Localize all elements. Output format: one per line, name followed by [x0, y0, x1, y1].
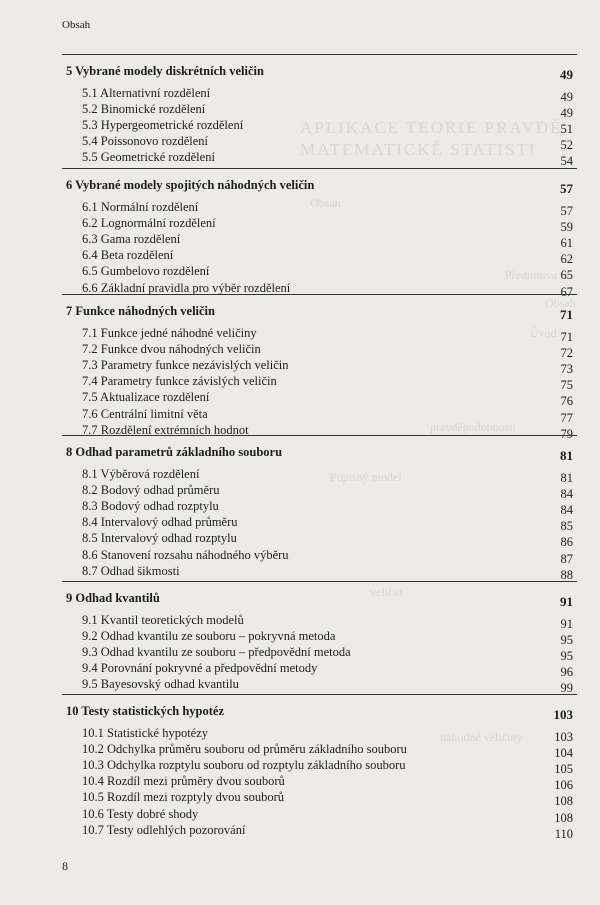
toc-entry-page-number: 85: [560, 519, 573, 534]
toc-entry-title[interactable]: 7.6 Centrální limitní věta: [82, 406, 208, 421]
toc-entry-page-number: 84: [560, 487, 573, 502]
toc-entry-title[interactable]: 5.1 Alternativní rozdělení: [82, 86, 211, 100]
chapter-rule: [62, 54, 577, 55]
toc-entry-page-number: 61: [560, 236, 573, 251]
toc-entry-title[interactable]: 7.2 Funkce dvou náhodných veličin: [82, 342, 261, 357]
toc-entry-title[interactable]: 5.4 Poissonovo rozdělení: [82, 134, 209, 149]
toc-entry-title[interactable]: 5.2 Binomické rozdělení: [82, 102, 206, 117]
toc-entry-title[interactable]: 6.5 Gumbelovo rozdělení: [82, 264, 210, 279]
toc-entry-page-number: 96: [560, 665, 573, 680]
chapter-title[interactable]: 10 Testy statistických hypotéz: [66, 704, 224, 718]
toc-entry-page-number: 49: [560, 90, 573, 104]
toc-entry-page-number: 104: [554, 746, 573, 761]
toc-entry-page-number: 72: [560, 346, 573, 361]
toc-entry-page-number: 81: [560, 471, 573, 485]
toc-entry-page-number: 105: [554, 762, 573, 777]
show-through-texture: APLIKACE TEORIE PRAVDĚ MATEMATICKÉ STATISTI Obsah Předmluva Obsah Úvod pravděpodobnosti Popisný model veličin náhodné veličiny: [300, 118, 576, 744]
chapter-page-number: 81: [560, 448, 573, 463]
toc-entry-title[interactable]: 6.3 Gama rozdělení: [82, 232, 181, 247]
toc-entry-page-number: 76: [560, 394, 573, 409]
toc-entry-title[interactable]: 5.5 Geometrické rozdělení: [82, 150, 215, 165]
chapter-page-number: 91: [560, 594, 573, 609]
chapter-page-number: 49: [560, 67, 573, 82]
chapter-title[interactable]: 5 Vybrané modely diskrétních veličin: [66, 64, 264, 78]
toc-entry-page-number: 110: [554, 826, 573, 841]
toc-entry-title[interactable]: 6.1 Normální rozdělení: [82, 200, 199, 214]
toc-entry-title[interactable]: 8.2 Bodový odhad průměru: [82, 483, 220, 498]
page-number: 8: [62, 859, 68, 873]
toc-entry-page-number: 95: [560, 649, 573, 664]
toc-entry-title[interactable]: 9.4 Porovnání pokryvné a předpovědní metody: [82, 661, 318, 676]
toc-entry-page-number: 67: [560, 284, 573, 299]
toc-entry-page-number: 57: [560, 204, 573, 218]
toc-entry-title[interactable]: 8.5 Intervalový odhad rozptylu: [82, 531, 237, 546]
toc-entry-title[interactable]: 6.6 Základní pravidla pro výběr rozdělení: [82, 280, 291, 295]
chapter-rule: [62, 581, 577, 582]
toc-entry-page-number: 62: [560, 252, 573, 267]
toc-entry-page-number: 95: [560, 633, 573, 648]
toc-entry-page-number: 49: [560, 106, 573, 121]
chapter-page-number: 71: [560, 307, 573, 322]
toc-entry-title[interactable]: 5.3 Hypergeometrické rozdělení: [82, 118, 244, 133]
toc-entry-title[interactable]: 9.2 Odhad kvantilu ze souboru – pokryvná metoda: [82, 629, 336, 644]
toc-entry-page-number: 54: [560, 154, 573, 169]
toc-entry-title[interactable]: 7.7 Rozdělení extrémních hodnot: [82, 422, 249, 437]
toc-entry-title[interactable]: 9.3 Odhad kvantilu ze souboru – předpovědní metoda: [82, 645, 351, 660]
toc-entry-page-number: 108: [554, 810, 573, 825]
chapter-title[interactable]: 7 Funkce náhodných veličin: [66, 304, 215, 318]
toc-entry-title[interactable]: 9.5 Bayesovský odhad kvantilu: [82, 677, 239, 692]
toc-entry-title[interactable]: 8.3 Bodový odhad rozptylu: [82, 499, 219, 514]
chapter-title[interactable]: 8 Odhad parametrů základního souboru: [66, 445, 283, 459]
toc-entry-title[interactable]: 7.3 Parametry funkce nezávislých veličin: [82, 358, 289, 373]
toc-entry-title[interactable]: 10.1 Statistické hypotézy: [82, 726, 209, 740]
toc-entry-title[interactable]: 10.2 Odchylka průměru souboru od průměru základního souboru: [82, 742, 407, 757]
toc-entry-page-number: 71: [560, 330, 573, 344]
toc-entry-title[interactable]: 10.3 Odchylka rozptylu souboru od rozptylu základního souboru: [82, 758, 406, 773]
toc-entry-page-number: 79: [560, 426, 573, 441]
toc-entry-title[interactable]: 9.1 Kvantil teoretických modelů: [82, 613, 244, 627]
chapter-rule: [62, 294, 577, 295]
toc-entry-page-number: 77: [560, 410, 573, 425]
toc-entry-page-number: 106: [554, 778, 573, 793]
toc-entry-page-number: 65: [560, 268, 573, 283]
toc-entry-title[interactable]: 7.5 Aktualizace rozdělení: [82, 390, 210, 405]
toc-entry-title[interactable]: 8.6 Stanovení rozsahu náhodného výběru: [82, 547, 289, 562]
toc-entry-page-number: 59: [560, 220, 573, 235]
chapter-rule: [62, 435, 577, 436]
toc-entry-page-number: 99: [560, 681, 573, 696]
toc-entry-title[interactable]: 8.7 Odhad šikmosti: [82, 563, 180, 578]
toc-entry-title[interactable]: 6.2 Lognormální rozdělení: [82, 216, 216, 231]
chapter-page-number: 57: [560, 181, 573, 196]
toc-entry-title[interactable]: 10.4 Rozdíl mezi průměry dvou souborů: [82, 774, 285, 789]
chapter-title[interactable]: 9 Odhad kvantilů: [66, 591, 160, 605]
chapter-page-number: 103: [553, 707, 573, 722]
toc-entry-page-number: 88: [560, 567, 573, 582]
toc-entry-page-number: 75: [560, 378, 573, 393]
toc-entry-page-number: 51: [560, 122, 573, 137]
toc-entry-page-number: 86: [560, 535, 573, 550]
toc-entry-title[interactable]: 7.4 Parametry funkce závislých veličin: [82, 374, 277, 389]
toc-entry-title[interactable]: 10.5 Rozdíl mezi rozptyly dvou souborů: [82, 790, 285, 805]
toc-entry-title[interactable]: 6.4 Beta rozdělení: [82, 248, 174, 263]
toc-entry-title[interactable]: 10.6 Testy dobré shody: [82, 806, 199, 821]
toc-entry-title[interactable]: 8.1 Výběrová rozdělení: [82, 467, 200, 481]
toc-entry-page-number: 91: [560, 617, 573, 631]
toc-entry-title[interactable]: 7.1 Funkce jedné náhodné veličiny: [82, 326, 257, 340]
chapter-title[interactable]: 6 Vybrané modely spojitých náhodných veličin: [66, 178, 315, 192]
toc-entry-page-number: 73: [560, 362, 573, 377]
chapter-rule: [62, 168, 577, 169]
toc-entry-page-number: 84: [560, 503, 573, 518]
chapter-rule: [62, 694, 577, 695]
toc-entry-page-number: 87: [560, 551, 573, 566]
toc-entry-page-number: 52: [560, 138, 573, 153]
toc-entry-title[interactable]: 8.4 Intervalový odhad průměru: [82, 515, 238, 530]
running-head: Obsah: [62, 19, 91, 31]
toc-entry-page-number: 103: [554, 730, 573, 744]
toc-entry-title[interactable]: 10.7 Testy odlehlých pozorování: [82, 822, 246, 837]
toc-entry-page-number: 108: [554, 794, 573, 809]
